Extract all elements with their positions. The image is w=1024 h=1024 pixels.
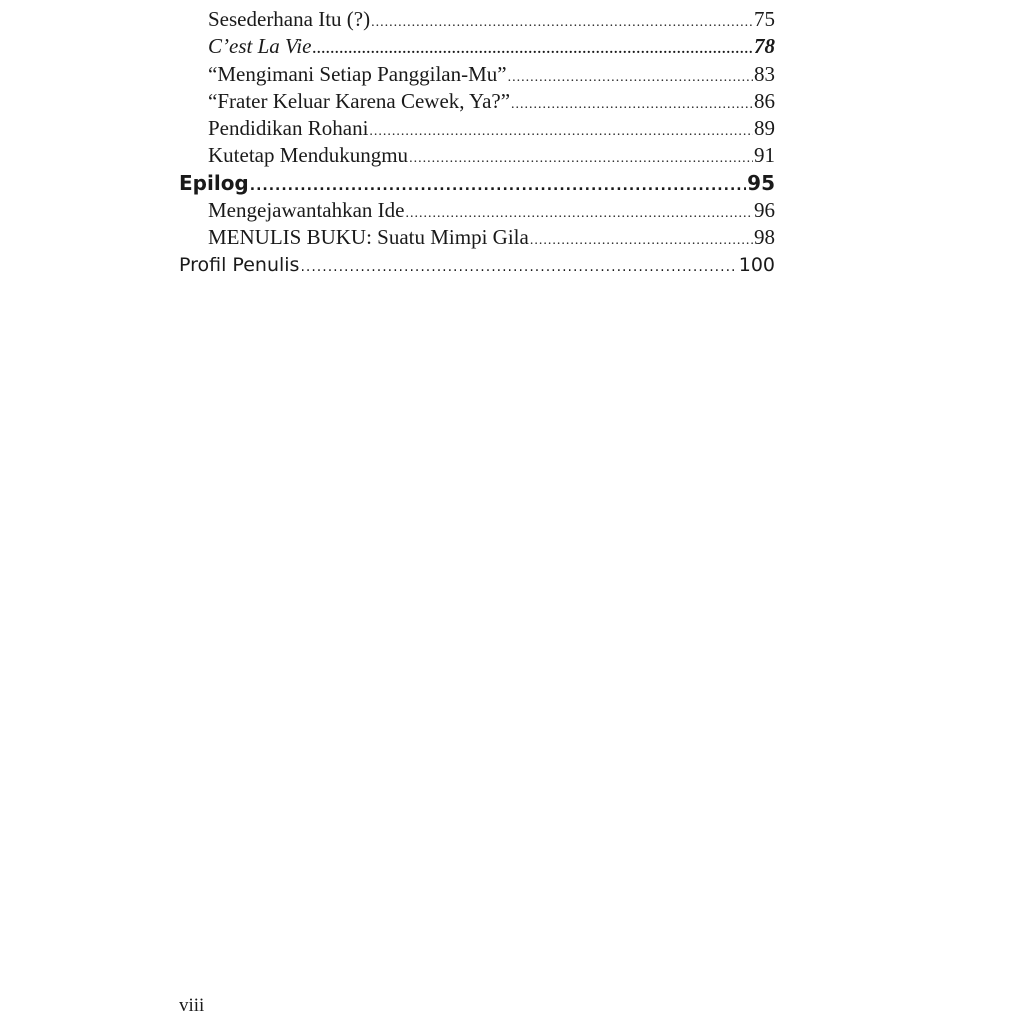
toc-entry-title: Sesederhana Itu (?): [208, 7, 371, 31]
toc-leader-dots: [511, 91, 753, 118]
toc-entry-page: 86: [754, 88, 775, 113]
table-of-contents: [179, 6, 775, 279]
toc-entry: [179, 224, 775, 251]
toc-entry: [179, 115, 775, 142]
page-number: viii: [179, 995, 205, 1016]
toc-entry: [179, 142, 775, 169]
toc-entry-page: 75: [754, 7, 775, 31]
toc-leader-dots: [409, 145, 753, 172]
toc-entry-page: 83: [754, 61, 775, 86]
toc-entry-title: MENULIS BUKU: Suatu Mimpi Gila: [208, 225, 529, 250]
toc-leader-dots: [530, 227, 753, 254]
toc-entry-title: Kutetap Mendukungmu: [208, 143, 409, 168]
toc-entry-title: C’est La Vie: [208, 34, 312, 59]
toc-leader-dots: [300, 254, 737, 281]
toc-leader-dots: [371, 9, 753, 36]
toc-leader-dots: [250, 173, 746, 200]
toc-entry-title: Profil Penulis: [179, 253, 300, 276]
toc-entry: [179, 197, 775, 224]
toc-entry-title: Epilog: [179, 170, 249, 195]
toc-entry: [179, 6, 775, 33]
toc-entry-title: Mengejawantahkan Ide: [208, 198, 405, 223]
toc-entry-title: “Mengimani Setiap Panggilan-Mu”: [208, 61, 507, 86]
toc-leader-dots: [312, 36, 753, 63]
toc-chapter-entry: [179, 170, 775, 197]
toc-entry-page: 100: [738, 253, 775, 276]
toc-leader-dots: [508, 64, 753, 91]
toc-leader-dots: [369, 118, 753, 145]
toc-entry-page: 96: [754, 198, 775, 223]
toc-entry-page: 89: [754, 116, 775, 141]
toc-entry: [179, 33, 775, 60]
toc-entry-page: 98: [754, 225, 775, 250]
toc-leader-dots: [406, 200, 754, 227]
toc-entry-page: 78: [754, 34, 775, 59]
toc-entry: [179, 61, 775, 88]
toc-entry: [179, 88, 775, 115]
toc-entry-page: 91: [754, 143, 775, 168]
toc-chapter-entry: [179, 252, 775, 279]
toc-entry-title: Pendidikan Rohani: [208, 116, 369, 141]
toc-entry-page: 95: [747, 170, 775, 195]
toc-entry-title: “Frater Keluar Karena Cewek, Ya?”: [208, 88, 511, 113]
